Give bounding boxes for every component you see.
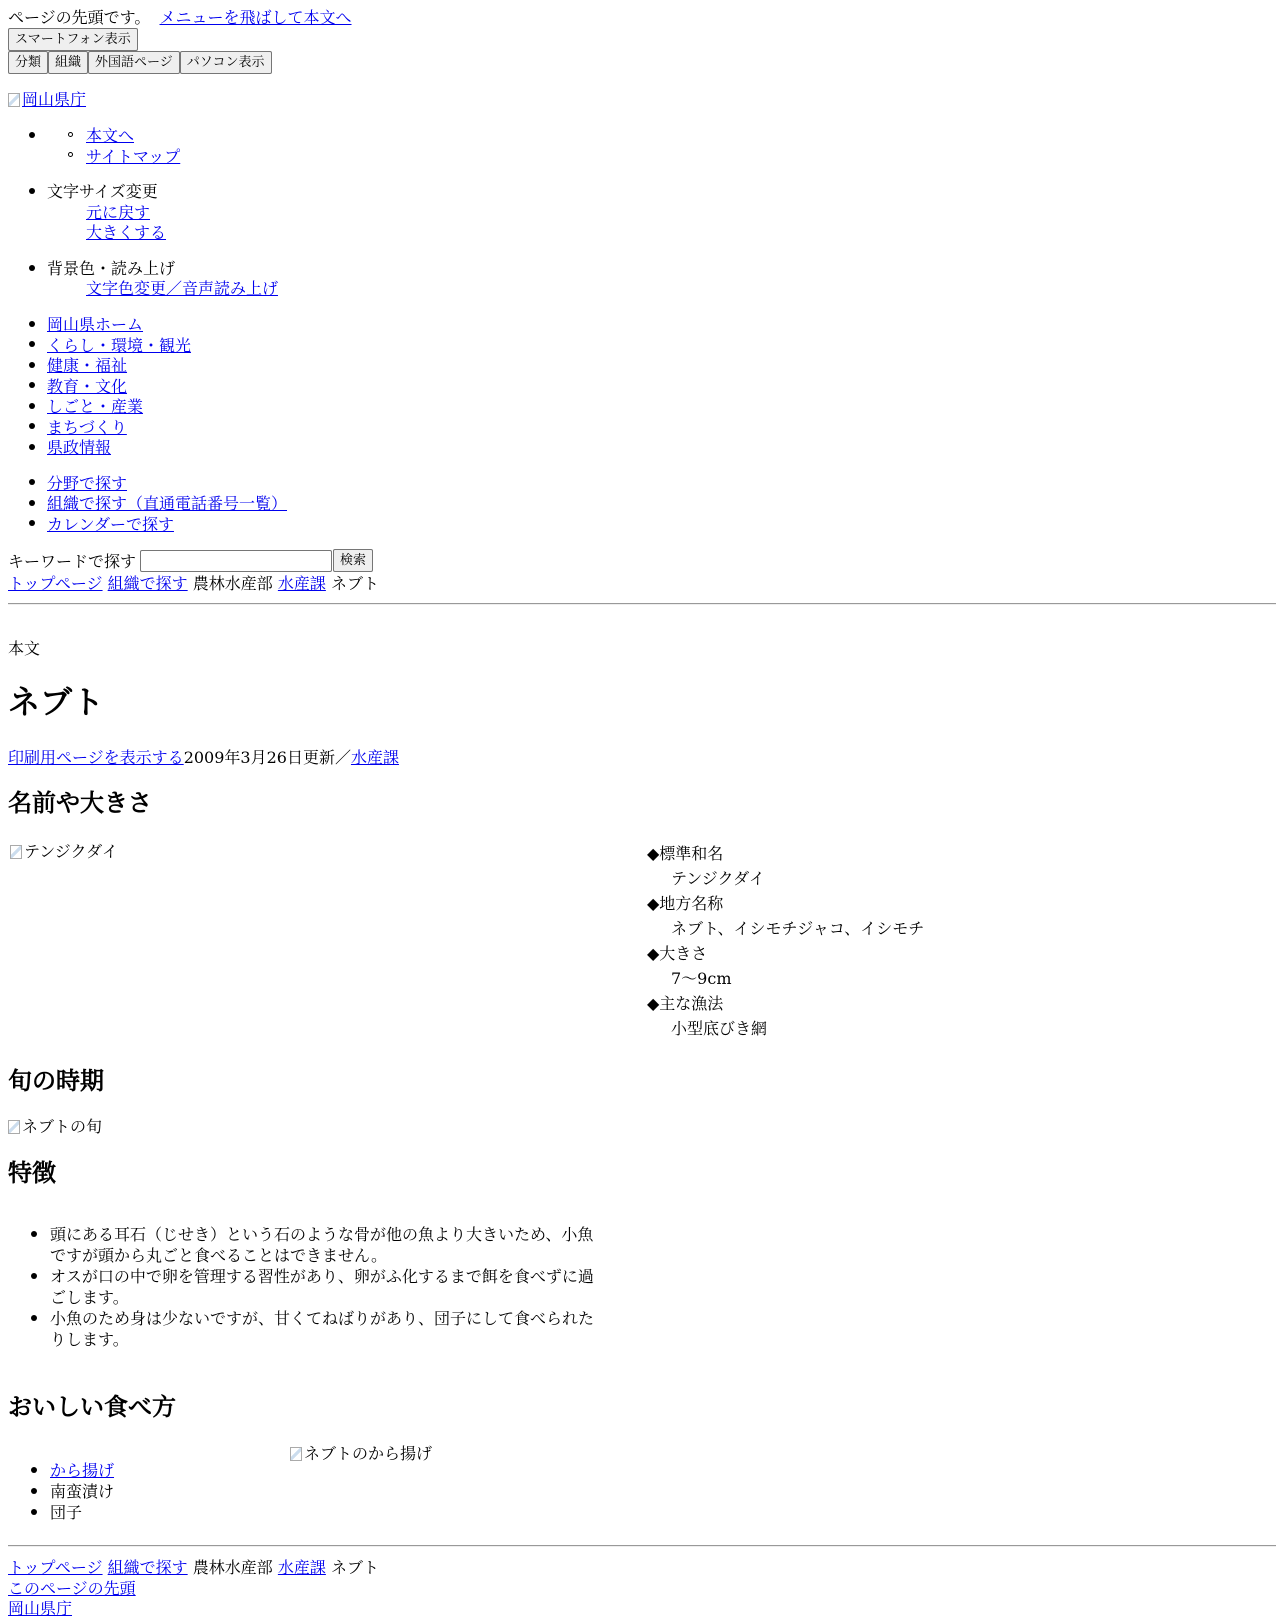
- breadcrumb-division[interactable]: 水産課: [277, 574, 326, 593]
- broken-image-icon: [8, 1120, 20, 1134]
- page-top-text: ページの先頭です。: [8, 8, 151, 27]
- nav-health[interactable]: 健康・福祉: [47, 356, 128, 375]
- page-top-line: [8, 7, 352, 28]
- list-bullet: [29, 132, 35, 138]
- site-logo-link[interactable]: [8, 89, 86, 110]
- info-value: テンジクダイ: [671, 869, 765, 888]
- breadcrumb-top[interactable]: トップページ: [8, 574, 103, 593]
- search-by-field-link[interactable]: 分野で探す: [47, 474, 128, 493]
- breadcrumb-department: 農林水産部: [192, 574, 273, 593]
- info-term: ◆標準和名: [647, 844, 724, 863]
- tab-organization[interactable]: 組織: [48, 51, 88, 74]
- font-size-enlarge-link[interactable]: 大きくする: [86, 223, 167, 242]
- list-bullet: [29, 500, 35, 506]
- tab-pc-view[interactable]: パソコン表示: [180, 51, 272, 74]
- feature-item: 小魚のため身は少ないですが、甘くてねばりがあり、団子にして食べられたりします。: [50, 1309, 595, 1349]
- info-value: 7～9cm: [671, 969, 732, 988]
- list-bullet: [29, 403, 35, 409]
- breadcrumb-organization[interactable]: 組織で探す: [107, 1558, 188, 1577]
- list-bullet: [68, 152, 73, 157]
- footer-org-link[interactable]: 岡山県庁: [8, 1599, 73, 1618]
- list-bullet: [29, 444, 35, 450]
- keyword-search-button[interactable]: 検索: [333, 549, 373, 572]
- divider: [8, 1545, 1276, 1547]
- print-page-link[interactable]: 印刷用ページを表示する: [8, 748, 184, 767]
- top-tabs: [8, 51, 272, 74]
- color-voice-link[interactable]: 文字色変更／音声読み上げ: [86, 279, 279, 298]
- breadcrumb-division[interactable]: 水産課: [277, 1558, 326, 1577]
- nav-education[interactable]: 教育・文化: [47, 377, 128, 396]
- smartphone-view-button[interactable]: スマートフォン表示: [8, 28, 138, 51]
- list-bullet: [31, 1488, 37, 1494]
- karaage-image: [290, 1443, 432, 1464]
- dept-link[interactable]: 水産課: [350, 748, 399, 767]
- keyword-search-label: キーワードで探す: [8, 552, 137, 571]
- list-bullet: [29, 362, 35, 368]
- info-term: ◆主な漁法: [647, 994, 724, 1013]
- broken-image-icon: [290, 1447, 302, 1461]
- karaage-image-alt: ネブトのから揚げ: [304, 1444, 433, 1463]
- nav-home[interactable]: 岡山県ホーム: [47, 315, 144, 334]
- info-value: 小型底びき網: [671, 1019, 768, 1038]
- tab-foreign-language[interactable]: 外国語ページ: [88, 51, 180, 74]
- list-bullet: [29, 382, 35, 388]
- broken-image-icon: [10, 845, 22, 859]
- tab-category[interactable]: 分類: [8, 51, 48, 74]
- list-bullet: [29, 423, 35, 429]
- breadcrumb-top[interactable]: トップページ: [8, 1558, 103, 1577]
- divider: [8, 603, 1276, 605]
- list-bullet: [31, 1231, 37, 1237]
- season-image-alt: ネブトの旬: [22, 1117, 103, 1136]
- breadcrumb: [8, 573, 379, 594]
- feature-item: オスが口の中で卵を管理する習性があり、卵がふ化するまで餌を食べずに過ごします。: [50, 1267, 594, 1307]
- keyword-search-input[interactable]: [140, 550, 332, 572]
- info-term: ◆大きさ: [647, 944, 708, 963]
- season-heading: 旬の時期: [8, 1067, 104, 1095]
- list-bullet: [31, 1273, 37, 1279]
- nav-prefectural-info[interactable]: 県政情報: [47, 438, 112, 457]
- info-value: ネブト、イシモチジャコ、イシモチ: [671, 919, 925, 938]
- nav-town[interactable]: まちづくり: [47, 418, 127, 437]
- breadcrumb-organization[interactable]: 組織で探す: [107, 574, 188, 593]
- list-bullet: [31, 1509, 37, 1515]
- info-term: ◆地方名称: [647, 894, 724, 913]
- font-size-label: 文字サイズ変更: [47, 182, 158, 201]
- nav-work[interactable]: しごと・産業: [47, 397, 144, 416]
- search-by-calendar-link[interactable]: カレンダーで探す: [47, 515, 174, 534]
- list-bullet: [31, 1315, 37, 1321]
- background-label: 背景色・読み上げ: [47, 259, 176, 278]
- sitemap-link[interactable]: サイトマップ: [86, 147, 181, 166]
- nav-living[interactable]: くらし・環境・観光: [47, 336, 192, 355]
- to-content-link[interactable]: 本文へ: [86, 126, 135, 145]
- breadcrumb-current: ネブト: [330, 1558, 379, 1577]
- recipe-item: 南蛮漬け: [50, 1482, 115, 1501]
- tenjikudai-image: [10, 841, 118, 862]
- tenjikudai-image-alt: テンジクダイ: [24, 842, 118, 861]
- footer-breadcrumb: [8, 1557, 379, 1578]
- feature-item: 頭にある耳石（じせき）という石のような骨が他の魚より大きいため、小魚ですが頭から丸ごと食べることはできません。: [50, 1225, 594, 1265]
- updated-date: 2009年3月26日更新／: [183, 748, 351, 767]
- broken-image-icon: [8, 93, 20, 107]
- recipe-item: 団子: [50, 1503, 83, 1522]
- page-title: ネブト: [8, 683, 105, 721]
- update-line: [8, 747, 399, 768]
- search-by-organization-link[interactable]: 組織で探す（直通電話番号一覧）: [47, 494, 288, 513]
- font-size-reset-link[interactable]: 元に戻す: [86, 203, 151, 222]
- recipe-heading: おいしい食べ方: [8, 1393, 176, 1421]
- season-image: [8, 1116, 102, 1137]
- recipe-karaage-link[interactable]: から揚げ: [50, 1461, 115, 1480]
- breadcrumb-current: ネブト: [330, 574, 379, 593]
- list-bullet: [68, 132, 73, 137]
- page-top-link[interactable]: このページの先頭: [8, 1579, 136, 1598]
- list-bullet: [29, 479, 35, 485]
- list-bullet: [29, 188, 35, 194]
- list-bullet: [31, 1467, 37, 1473]
- feature-heading: 特徴: [8, 1159, 56, 1187]
- list-bullet: [29, 520, 35, 526]
- list-bullet: [29, 341, 35, 347]
- skip-to-content-link[interactable]: メニューを飛ばして本文へ: [159, 8, 352, 27]
- name-size-heading: 名前や大きさ: [8, 789, 152, 817]
- list-bullet: [29, 265, 35, 271]
- main-section-label: 本文: [8, 639, 41, 658]
- site-logo-alt: 岡山県庁: [22, 90, 87, 109]
- list-bullet: [29, 321, 35, 327]
- breadcrumb-department: 農林水産部: [192, 1558, 273, 1577]
